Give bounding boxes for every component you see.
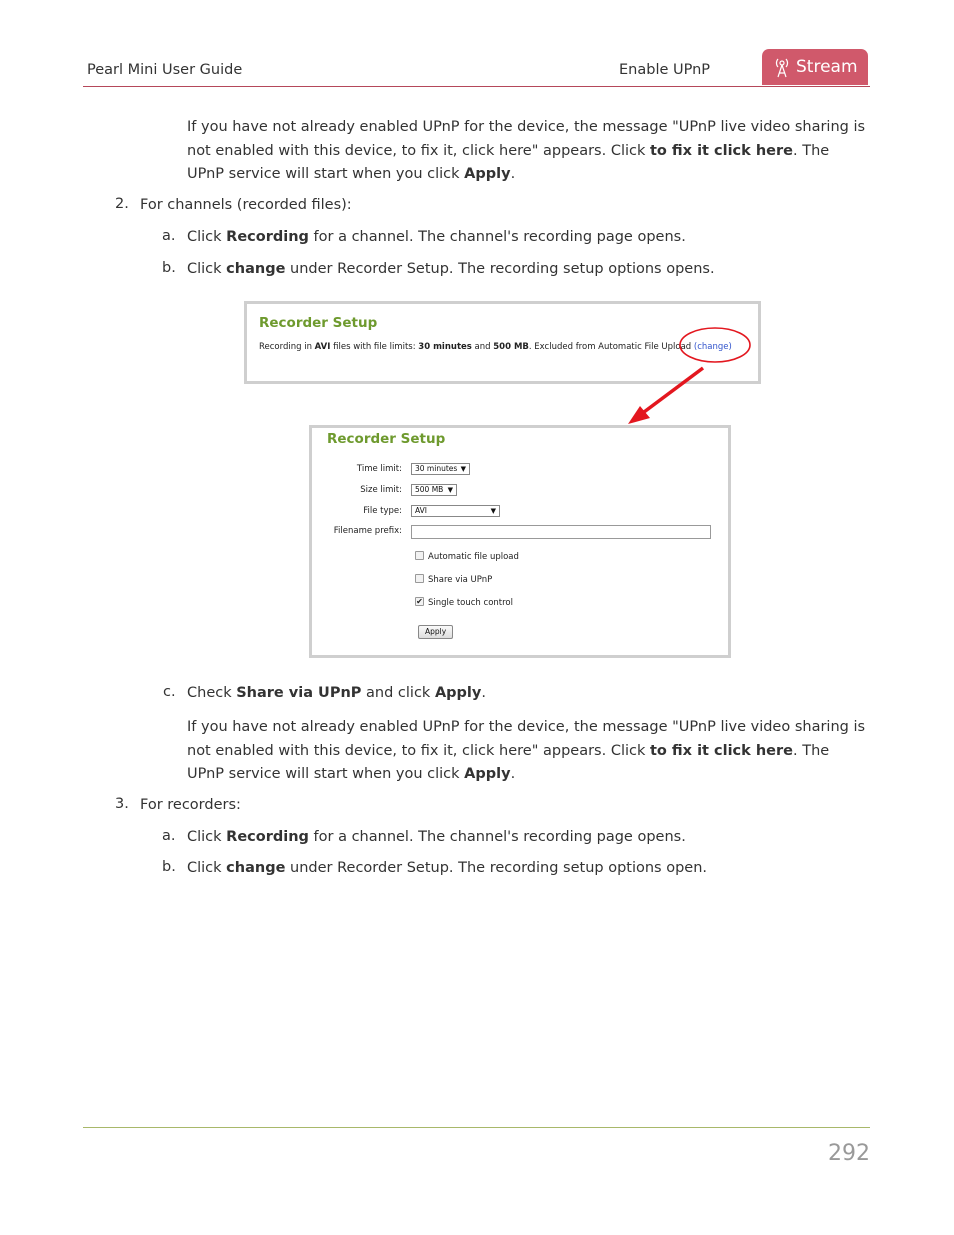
size-limit-select[interactable] (411, 484, 457, 496)
step-2a-pre: Click (187, 229, 227, 245)
step-3b-text (187, 857, 707, 881)
summary-text-3: and (471, 342, 494, 352)
step-2-number: 2. (115, 196, 129, 212)
intro-text-end: . (510, 166, 516, 182)
single-touch-control-checkbox[interactable]: ✔ (416, 597, 423, 606)
step-2c-paragraph (187, 716, 867, 787)
size-limit-value: 500 MB (415, 485, 444, 494)
automatic-file-upload-label: Automatic file upload (428, 552, 519, 562)
step-3b-bold: change (226, 860, 286, 876)
step-2c-mid: and click (361, 685, 435, 701)
summary-size-limit: 500 MB (493, 342, 529, 352)
step-3b-pre: Click (187, 860, 227, 876)
recorder-setup-form-title: Recorder Setup (327, 431, 446, 447)
step-3b-label: b. (162, 859, 176, 875)
stream-tab-label: Stream (796, 57, 858, 77)
step-2c-end: . (481, 685, 486, 701)
file-type-label: File type: (363, 506, 402, 516)
dropdown-arrow-icon: ▼ (490, 507, 496, 515)
recorder-setup-form-screenshot (309, 425, 731, 658)
time-limit-select[interactable] (411, 463, 470, 475)
step-3a-label: a. (162, 828, 176, 844)
summary-time-limit: 30 minutes (418, 342, 472, 352)
step-2c-bold: Share via UPnP (236, 685, 362, 701)
step-2c-fix-link-text: to fix it click here (649, 742, 793, 759)
step-2b-label: b. (162, 260, 176, 276)
page-number: 292 (828, 1141, 870, 1166)
step-3a-bold: Recording (226, 829, 309, 845)
step-2c-apply-text: Apply (464, 766, 511, 782)
summary-text-4: . Excluded from Automatic File Upload (528, 342, 694, 352)
guide-title: Pearl Mini User Guide (87, 62, 243, 78)
step-2-text: For channels (recorded files): (140, 197, 352, 213)
dropdown-arrow-icon: ▼ (460, 465, 466, 473)
step-2b-post: under Recorder Setup. The recording setup options opens. (285, 261, 715, 277)
apply-button[interactable]: Apply (418, 625, 453, 639)
step-2c-para-text: If you have not already enabled UPnP for the device, the message "UPnP live video sharing is not enabled with this device, to fix it, click here" appears. Click (187, 719, 866, 759)
single-touch-control-label: Single touch control (428, 598, 513, 608)
file-type-select[interactable] (411, 505, 500, 517)
share-via-upnp-checkbox[interactable] (415, 574, 424, 583)
dropdown-arrow-icon: ▼ (447, 486, 453, 494)
intro-text-mid: . The UPnP service will start when you click (187, 142, 830, 182)
step-2a-bold: Recording (226, 229, 309, 245)
intro-text: If you have not already enabled UPnP for the device, the message "UPnP live video sharing is not enabled with this device, to fix it, click here" appears. Click (187, 119, 866, 159)
automatic-file-upload-checkbox[interactable] (415, 551, 424, 560)
step-2b-bold: change (226, 261, 286, 277)
summary-file-type: AVI (314, 342, 331, 352)
filename-prefix-label: Filename prefix: (333, 526, 402, 536)
step-2c-label: c. (163, 684, 176, 700)
footer-divider (83, 1127, 870, 1128)
highlight-circle (680, 328, 750, 362)
step-3b-post: under Recorder Setup. The recording setup options open. (285, 860, 708, 876)
step-2c-text (187, 682, 486, 706)
share-via-upnp-label: Share via UPnP (428, 575, 493, 585)
step-3-number: 3. (115, 796, 129, 812)
intro-fix-link-text: to fix it click here (649, 142, 793, 159)
step-3a-post: for a channel. The channel's recording page opens. (308, 829, 686, 845)
time-limit-value: 30 minutes (415, 464, 458, 473)
summary-text-2: files with file limits: (330, 342, 419, 352)
section-title: Enable UPnP (619, 62, 711, 78)
step-2a-label: a. (162, 228, 176, 244)
pointer-arrow-line (640, 368, 703, 415)
summary-text-1: Recording in (259, 342, 315, 352)
step-2c-bold2: Apply (434, 685, 482, 701)
step-3a-text (187, 826, 686, 850)
step-3a-pre: Click (187, 829, 227, 845)
file-type-value: AVI (415, 506, 427, 515)
recorder-setup-summary-title: Recorder Setup (259, 315, 378, 331)
intro-apply-text: Apply (464, 166, 511, 182)
step-3-text: For recorders: (140, 797, 241, 813)
step-2b-pre: Click (187, 261, 227, 277)
size-limit-label: Size limit: (360, 485, 402, 495)
step-2c-pre: Check (187, 685, 237, 701)
step-2c-para-mid: . The UPnP service will start when you click (187, 742, 830, 782)
step-2c-para-end: . (510, 766, 516, 782)
change-link[interactable]: (change) (693, 342, 732, 352)
filename-prefix-input[interactable] (411, 525, 711, 539)
time-limit-label: Time limit: (356, 464, 402, 474)
step-2a-post: for a channel. The channel's recording page opens. (308, 229, 686, 245)
